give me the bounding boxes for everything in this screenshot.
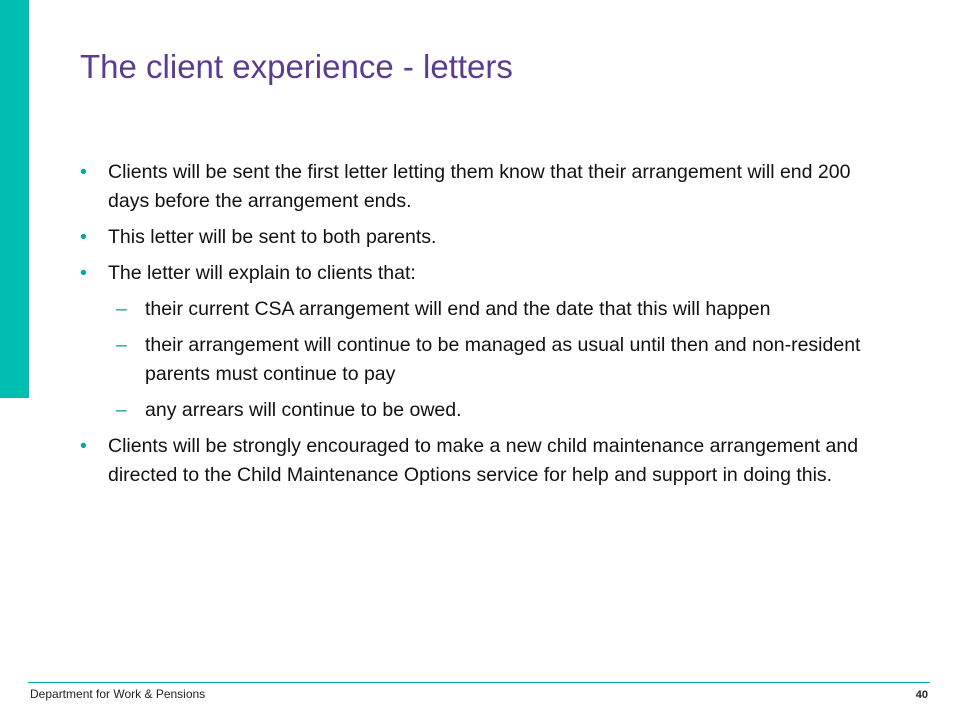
bullet-text: The letter will explain to clients that: <box>108 262 416 284</box>
sub-bullet-item <box>80 295 880 324</box>
slide-title: The client experience - letters <box>80 48 513 85</box>
page-number: 40 <box>915 689 928 701</box>
bullet-list <box>80 158 880 497</box>
bullet-item <box>80 223 880 252</box>
sub-bullet-text: their arrangement will continue to be managed as usual until then and non-resident parents must continue to pay <box>145 334 861 385</box>
bullet-marker: • <box>80 435 87 457</box>
footer-divider <box>28 682 930 683</box>
sub-bullet-text: any arrears will continue to be owed. <box>145 399 462 421</box>
footer-organisation: Department for Work & Pensions <box>30 687 206 701</box>
dash-marker: – <box>116 334 127 356</box>
bullet-marker: • <box>80 226 87 248</box>
bullet-text: Clients will be sent the first letter letting them know that their arrangement will end 200 days before the arrangement ends. <box>108 161 851 212</box>
sub-bullet-item <box>80 331 880 389</box>
dash-marker: – <box>116 298 127 320</box>
sub-bullet-text: their current CSA arrangement will end and the date that this will happen <box>145 298 771 320</box>
bullet-item <box>80 158 880 216</box>
sub-bullet-item <box>80 396 880 425</box>
bullet-text: This letter will be sent to both parents. <box>108 226 437 248</box>
bullet-text: Clients will be strongly encouraged to make a new child maintenance arrangement and directed to the Child Maintenance Options service for help and support in doing this. <box>108 435 859 486</box>
bullet-marker: • <box>80 262 87 284</box>
accent-sidebar-bar <box>0 0 29 398</box>
bullet-item <box>80 259 880 288</box>
bullet-item <box>80 432 880 490</box>
bullet-marker: • <box>80 161 87 183</box>
dash-marker: – <box>116 399 127 421</box>
